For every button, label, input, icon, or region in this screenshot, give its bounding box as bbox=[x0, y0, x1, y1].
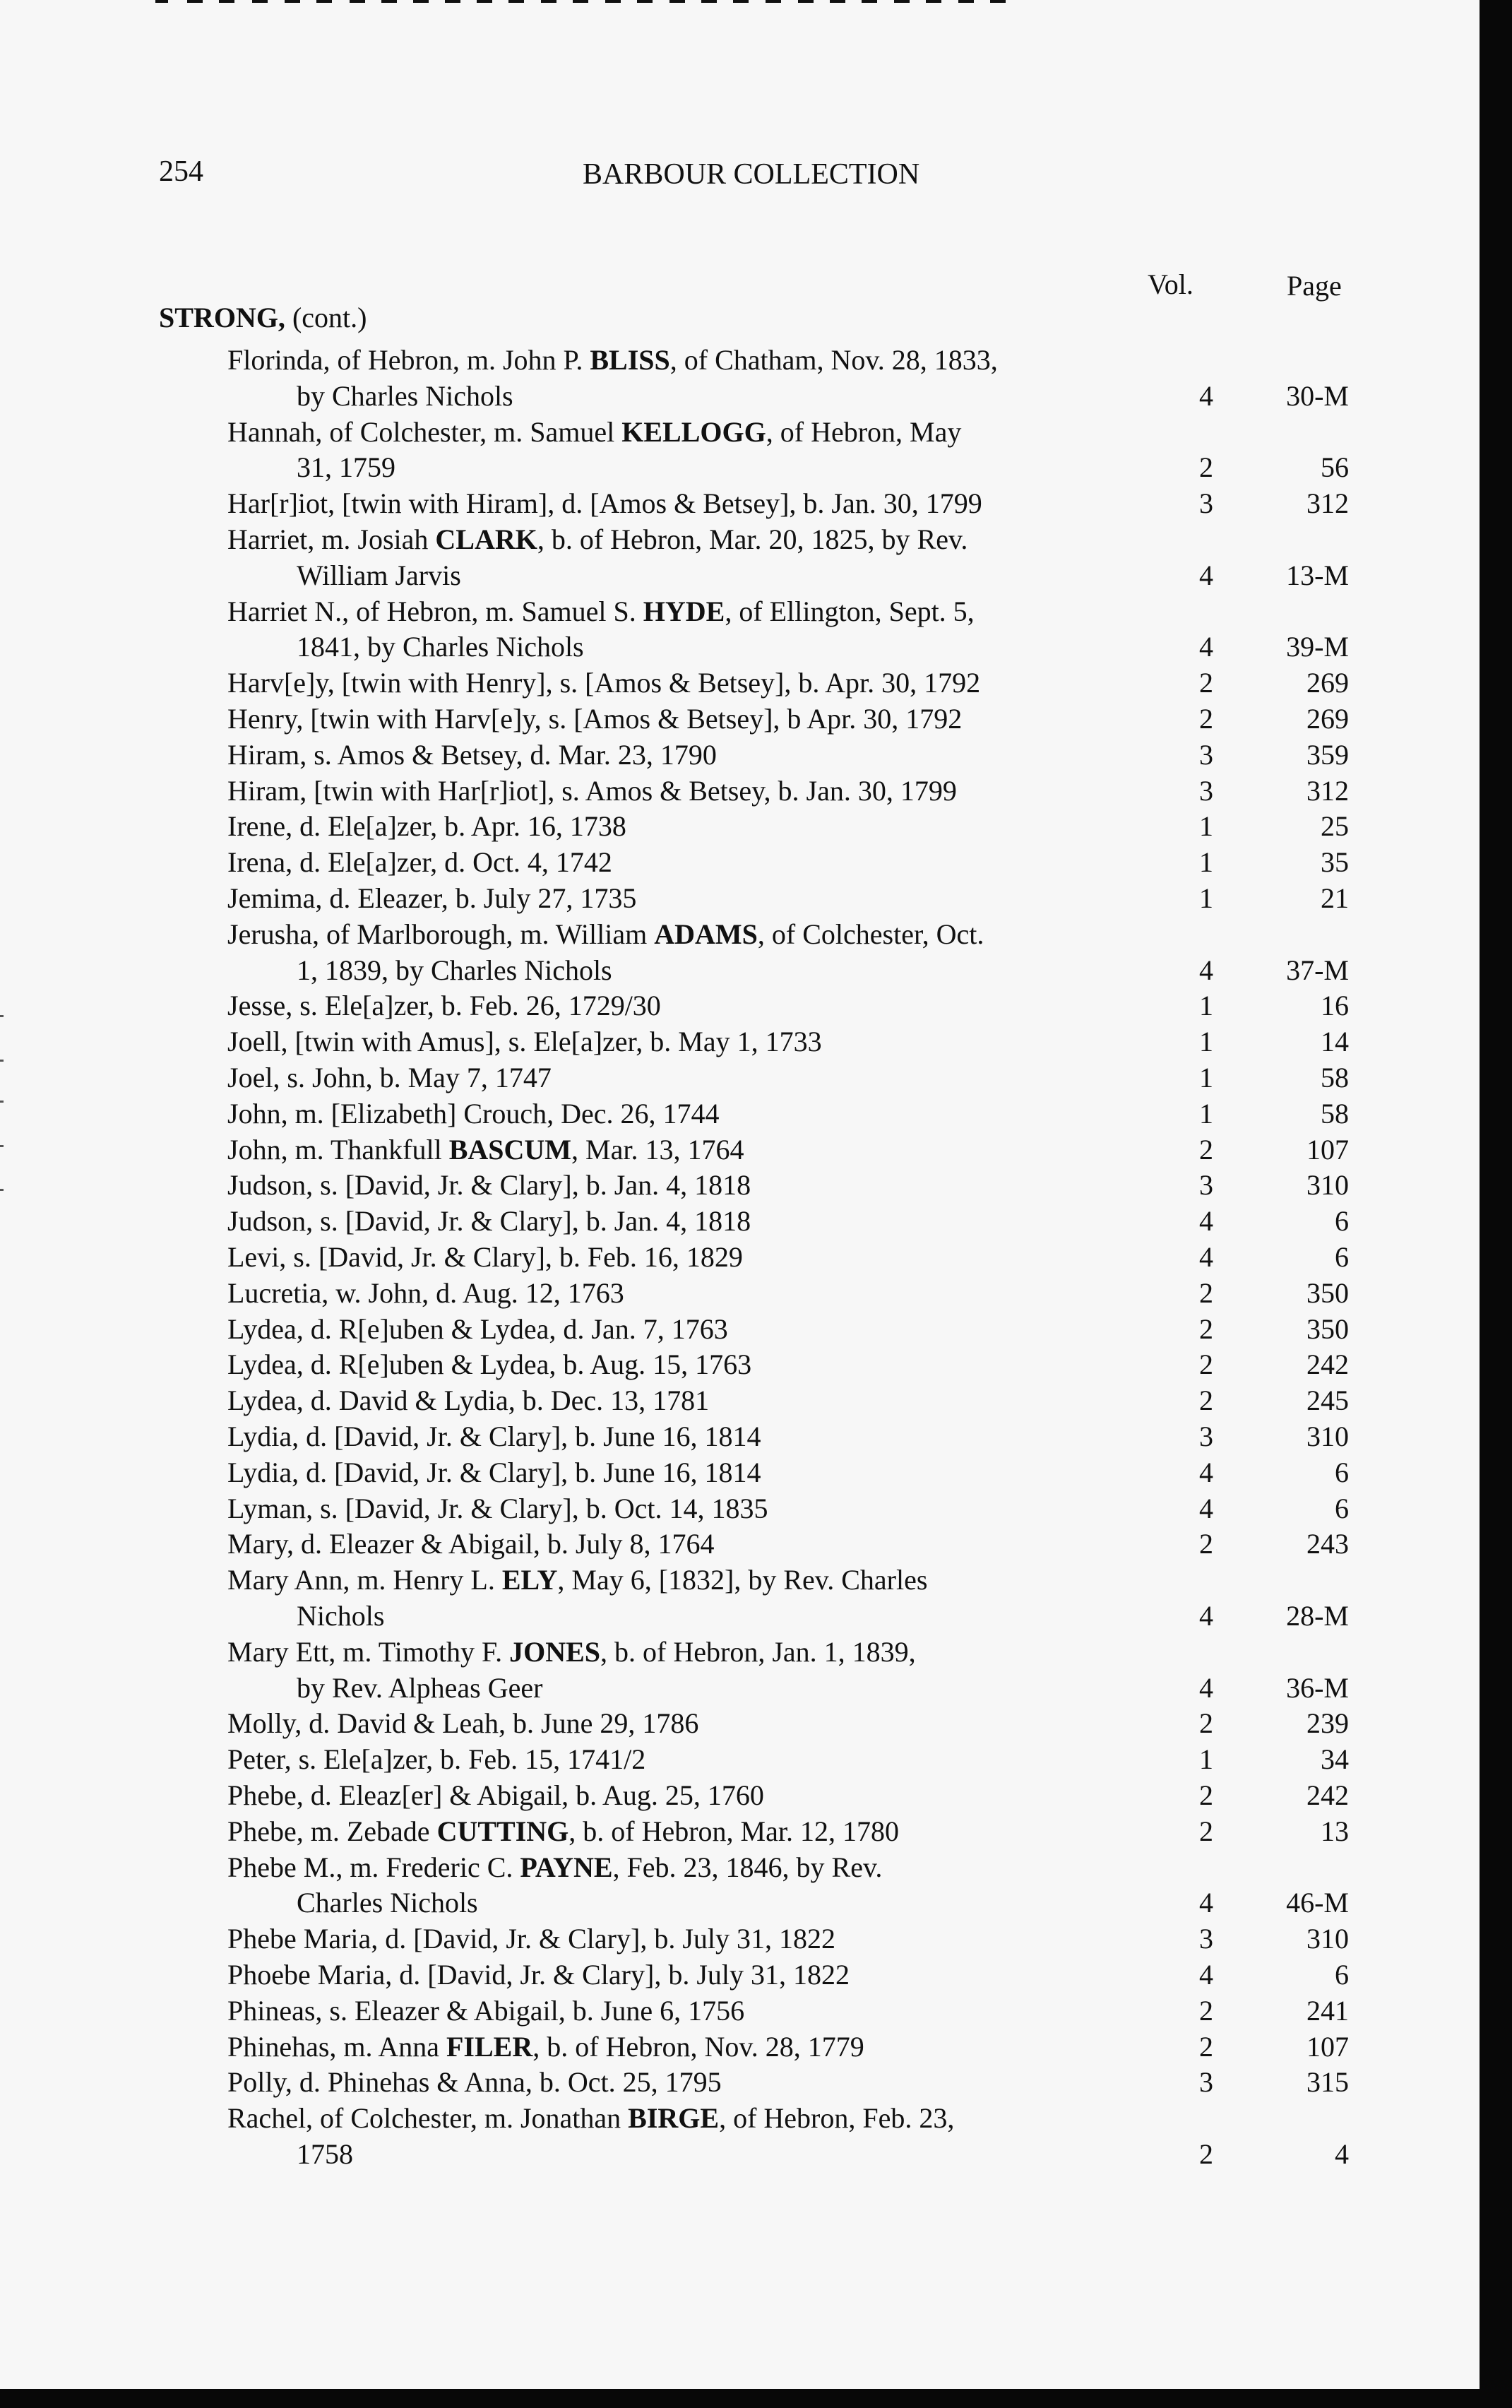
volume-number: 2 bbox=[1199, 2138, 1213, 2170]
page-reference: 6 bbox=[1335, 1492, 1349, 1524]
entry-text-segment: Jesse, s. Ele[a]zer, b. Feb. 26, 1729/30 bbox=[227, 990, 661, 1022]
page-reference: 315 bbox=[1306, 2066, 1349, 2099]
entry-text-segment: Phebe M., m. Frederic C. bbox=[227, 1851, 520, 1883]
entry-text-segment: Jemima, d. Eleazer, b. July 27, 1735 bbox=[227, 882, 637, 914]
volume-number: 4 bbox=[1199, 379, 1213, 412]
entry-text bbox=[227, 415, 961, 450]
volume-number: 3 bbox=[1199, 1169, 1213, 1202]
page-reference: 58 bbox=[1321, 1062, 1349, 1093]
volume-number: 2 bbox=[1199, 667, 1213, 699]
section-note: (cont.) bbox=[285, 302, 367, 333]
entry-line bbox=[0, 988, 1412, 1024]
column-header-page: Page bbox=[1287, 270, 1342, 302]
entry-text bbox=[227, 1060, 552, 1096]
entry-line bbox=[0, 1024, 1412, 1060]
entry-line bbox=[0, 486, 1412, 521]
section-heading bbox=[159, 304, 367, 332]
page-reference: 242 bbox=[1306, 1779, 1349, 1811]
entry-text-segment: Lucretia, w. John, d. Aug. 12, 1763 bbox=[227, 1276, 624, 1309]
entry-text-segment: Phebe, m. Zebade bbox=[227, 1815, 437, 1847]
entry-line bbox=[0, 773, 1412, 809]
entry-text-segment: , b. of Hebron, Nov. 28, 1779 bbox=[532, 2030, 864, 2063]
volume-number: 2 bbox=[1199, 703, 1213, 735]
entry-text bbox=[297, 2137, 353, 2172]
entry-text-segment: Hiram, s. Amos & Betsey, d. Mar. 23, 1790 bbox=[227, 738, 717, 771]
entry-text bbox=[227, 737, 717, 773]
entry-line bbox=[0, 809, 1412, 844]
entry-text-segment: Phineas, s. Eleazer & Abigail, b. June 6, 1756 bbox=[227, 1994, 745, 2027]
entry-text-segment: , of Hebron, May bbox=[766, 415, 962, 448]
page-reference: 46-M bbox=[1286, 1887, 1349, 1919]
spouse-surname: ELY bbox=[501, 1564, 558, 1596]
entry-text bbox=[227, 594, 975, 629]
entry-text-segment: Mary Ett, m. Timothy F. bbox=[227, 1635, 510, 1668]
spouse-surname: BIRGE bbox=[628, 2102, 720, 2135]
page-reference: 107 bbox=[1306, 2030, 1349, 2063]
entry-text-segment: 1758 bbox=[297, 2138, 353, 2170]
entry-text-segment: Charles Nichols bbox=[297, 1887, 478, 1919]
volume-number: 3 bbox=[1199, 1421, 1213, 1452]
entry-line bbox=[0, 917, 1412, 952]
entry-text-segment: Mary, d. Eleazer & Abigail, b. July 8, 1764 bbox=[227, 1528, 715, 1560]
entry-line bbox=[0, 1706, 1412, 1741]
volume-number: 2 bbox=[1199, 1348, 1213, 1381]
page-reference: 310 bbox=[1306, 1169, 1349, 1202]
entry-text bbox=[227, 1240, 743, 1275]
spouse-surname: FILER bbox=[446, 2030, 533, 2063]
spouse-surname: CUTTING bbox=[436, 1815, 569, 1847]
page-reference: 16 bbox=[1321, 990, 1349, 1022]
entry-text bbox=[227, 1276, 624, 1311]
volume-number: 4 bbox=[1199, 1887, 1213, 1919]
volume-number: 4 bbox=[1199, 559, 1213, 591]
entry-line bbox=[0, 1383, 1412, 1418]
entry-line bbox=[0, 1276, 1412, 1311]
entry-text bbox=[227, 845, 612, 880]
entry-text-segment: Lyman, s. [David, Jr. & Clary], b. Oct. 14, 1835 bbox=[227, 1492, 768, 1524]
entry-text-segment: Harriet N., of Hebron, m. Samuel S. bbox=[227, 595, 643, 627]
entry-text-segment: Mary Ann, m. Henry L. bbox=[227, 1564, 502, 1596]
page-reference: 269 bbox=[1306, 703, 1349, 735]
entry-line bbox=[0, 1060, 1412, 1096]
page-reference: 350 bbox=[1306, 1276, 1349, 1309]
entry-text bbox=[227, 809, 626, 844]
entry-text bbox=[227, 1096, 720, 1132]
entry-line bbox=[0, 881, 1412, 916]
volume-number: 4 bbox=[1199, 1241, 1213, 1273]
entry-text bbox=[227, 1491, 768, 1526]
entry-line bbox=[0, 737, 1412, 773]
entry-text bbox=[227, 1526, 715, 1562]
entry-line bbox=[0, 1168, 1412, 1203]
entry-text-segment: by Rev. Alpheas Geer bbox=[297, 1671, 543, 1704]
entry-text-segment: Lydea, d. R[e]uben & Lydea, d. Jan. 7, 1763 bbox=[227, 1312, 728, 1345]
entry-text bbox=[227, 665, 980, 701]
entry-text-segment: William Jarvis bbox=[297, 559, 461, 591]
page-reference: 34 bbox=[1321, 1743, 1349, 1776]
entry-text-segment: , of Hebron, Feb. 23, bbox=[719, 2102, 955, 2135]
entry-text-segment: Lydia, d. [David, Jr. & Clary], b. June 16, 1814 bbox=[227, 1456, 761, 1488]
spouse-surname: HYDE bbox=[643, 595, 725, 627]
volume-number: 3 bbox=[1199, 487, 1213, 520]
entry-text-segment: 1841, by Charles Nichols bbox=[297, 631, 584, 663]
page-reference: 14 bbox=[1321, 1026, 1349, 1058]
page-reference: 6 bbox=[1335, 1241, 1349, 1273]
entry-line bbox=[0, 665, 1412, 701]
volume-number: 1 bbox=[1199, 1097, 1213, 1129]
entry-text bbox=[227, 1455, 761, 1490]
entry-line bbox=[0, 1993, 1412, 2029]
entry-continuation-line bbox=[0, 1671, 1412, 1706]
entry-text-segment: Phebe Maria, d. [David, Jr. & Clary], b. July 31, 1822 bbox=[227, 1923, 835, 1955]
volume-number: 2 bbox=[1199, 2030, 1213, 2063]
entry-line bbox=[0, 845, 1412, 880]
volume-number: 2 bbox=[1199, 1994, 1213, 2027]
entry-text bbox=[227, 881, 636, 916]
spouse-surname: PAYNE bbox=[520, 1851, 613, 1883]
spouse-surname: CLARK bbox=[435, 523, 537, 555]
entry-line bbox=[0, 1491, 1412, 1526]
volume-number: 3 bbox=[1199, 774, 1213, 807]
entry-line bbox=[0, 1921, 1412, 1957]
page-reference: 107 bbox=[1306, 1133, 1349, 1166]
volume-number: 4 bbox=[1199, 1205, 1213, 1238]
entry-text bbox=[227, 1562, 927, 1598]
entry-text bbox=[227, 1383, 709, 1418]
entry-text bbox=[227, 917, 984, 952]
entry-text bbox=[227, 2065, 722, 2100]
running-head: BARBOUR COLLECTION bbox=[583, 158, 920, 191]
entry-text-segment: by Charles Nichols bbox=[297, 379, 513, 412]
page-reference: 269 bbox=[1306, 667, 1349, 699]
entry-text bbox=[227, 1419, 761, 1454]
entry-text-segment: Joel, s. John, b. May 7, 1747 bbox=[227, 1062, 552, 1093]
entry-line bbox=[0, 1132, 1412, 1168]
entry-text-segment: Lydea, d. David & Lydia, b. Dec. 13, 1781 bbox=[227, 1384, 710, 1417]
entry-text-segment: Phoebe Maria, d. [David, Jr. & Clary], b. July 31, 1822 bbox=[227, 1959, 850, 1991]
page-reference: 4 bbox=[1335, 2138, 1349, 2170]
page-reference: 13 bbox=[1321, 1815, 1349, 1847]
entry-text-segment: Phinehas, m. Anna bbox=[227, 2030, 446, 2063]
entry-text bbox=[227, 701, 962, 737]
entry-text-segment: 31, 1759 bbox=[297, 451, 395, 484]
entry-line bbox=[0, 701, 1412, 737]
entry-text-segment: Florinda, of Hebron, m. John P. bbox=[227, 344, 590, 376]
entry-text bbox=[227, 988, 661, 1024]
entry-continuation-line bbox=[0, 2137, 1412, 2172]
entry-text-segment: Lydia, d. [David, Jr. & Clary], b. June 16, 1814 bbox=[227, 1421, 761, 1452]
entry-text bbox=[227, 1814, 899, 1849]
volume-number: 2 bbox=[1199, 451, 1213, 484]
entry-continuation-line bbox=[0, 953, 1412, 988]
entry-line bbox=[0, 415, 1412, 450]
volume-number: 4 bbox=[1199, 631, 1213, 663]
entry-continuation-line bbox=[0, 1885, 1412, 1921]
entry-text bbox=[227, 1778, 764, 1813]
entry-text bbox=[227, 1921, 835, 1957]
scan-border-right bbox=[1480, 0, 1512, 2408]
entry-text-segment: Rachel, of Colchester, m. Jonathan bbox=[227, 2102, 629, 2135]
page-reference: 21 bbox=[1321, 882, 1349, 914]
entry-text bbox=[227, 1635, 916, 1670]
volume-number: 4 bbox=[1199, 1456, 1213, 1488]
page-reference: 6 bbox=[1335, 1959, 1349, 1991]
entry-text bbox=[297, 1885, 478, 1921]
page-reference: 25 bbox=[1321, 810, 1349, 843]
entry-text-segment: , b. of Hebron, Mar. 12, 1780 bbox=[569, 1815, 899, 1847]
entry-text-segment: Har[r]iot, [twin with Hiram], d. [Amos & Betsey], b. Jan. 30, 1799 bbox=[227, 487, 982, 520]
entry-text-segment: Hiram, [twin with Har[r]iot], s. Amos & Betsey, b. Jan. 30, 1799 bbox=[227, 774, 957, 807]
entry-line bbox=[0, 2029, 1412, 2065]
page-reference: 30-M bbox=[1286, 379, 1349, 412]
page-reference: 239 bbox=[1306, 1707, 1349, 1740]
spouse-surname: KELLOGG bbox=[621, 415, 766, 448]
page-reference: 312 bbox=[1306, 487, 1349, 520]
entry-text bbox=[297, 629, 584, 665]
entry-text bbox=[297, 558, 461, 593]
page-reference: 243 bbox=[1306, 1528, 1349, 1560]
page-reference: 310 bbox=[1306, 1421, 1349, 1452]
volume-number: 3 bbox=[1199, 1923, 1213, 1955]
entry-text-segment: Judson, s. [David, Jr. & Clary], b. Jan. 4, 1818 bbox=[227, 1169, 751, 1202]
volume-number: 2 bbox=[1199, 1312, 1213, 1345]
entry-line bbox=[0, 2101, 1412, 2136]
volume-number: 1 bbox=[1199, 1062, 1213, 1093]
entry-line bbox=[0, 1347, 1412, 1382]
volume-number: 2 bbox=[1199, 1133, 1213, 1166]
volume-number: 1 bbox=[1199, 1743, 1213, 1776]
entry-text-segment: Jerusha, of Marlborough, m. William bbox=[227, 918, 655, 950]
volume-number: 2 bbox=[1199, 1384, 1213, 1417]
entry-text bbox=[227, 1168, 751, 1203]
page-reference: 6 bbox=[1335, 1456, 1349, 1488]
scan-border-bottom bbox=[0, 2389, 1512, 2408]
surname: STRONG, bbox=[159, 302, 285, 333]
entry-text-segment: , May 6, [1832], by Rev. Charles bbox=[557, 1564, 928, 1596]
page-reference: 359 bbox=[1306, 738, 1349, 771]
page-reference: 6 bbox=[1335, 1205, 1349, 1238]
entry-text bbox=[297, 953, 612, 988]
entry-text bbox=[227, 1993, 744, 2029]
volume-number: 2 bbox=[1199, 1779, 1213, 1811]
volume-number: 3 bbox=[1199, 2066, 1213, 2099]
entry-text bbox=[227, 1706, 698, 1741]
page-reference: 37-M bbox=[1286, 954, 1349, 986]
volume-number: 3 bbox=[1199, 738, 1213, 771]
entry-text bbox=[227, 773, 957, 809]
entry-text bbox=[227, 1957, 850, 1993]
page-reference: 242 bbox=[1306, 1348, 1349, 1381]
entry-text bbox=[227, 343, 998, 378]
entry-text-segment: Harriet, m. Josiah bbox=[227, 523, 436, 555]
entry-text bbox=[297, 1671, 542, 1706]
scan-artifact-top-edge bbox=[155, 0, 1130, 3]
entry-text bbox=[297, 379, 513, 414]
page-reference: 28-M bbox=[1286, 1600, 1349, 1632]
entry-text bbox=[227, 1312, 728, 1347]
entry-text-segment: 1, 1839, by Charles Nichols bbox=[297, 954, 612, 986]
entry-text-segment: , of Chatham, Nov. 28, 1833, bbox=[669, 344, 998, 376]
volume-number: 1 bbox=[1199, 990, 1213, 1022]
volume-number: 2 bbox=[1199, 1276, 1213, 1309]
entry-text bbox=[227, 486, 982, 521]
entry-line bbox=[0, 594, 1412, 629]
entry-text-segment: Henry, [twin with Harv[e]y, s. [Amos & Betsey], b Apr. 30, 1792 bbox=[227, 703, 963, 735]
entry-text-segment: Irena, d. Ele[a]zer, d. Oct. 4, 1742 bbox=[227, 846, 612, 879]
volume-number: 1 bbox=[1199, 846, 1213, 879]
entry-continuation-line bbox=[0, 558, 1412, 593]
entry-text-segment: Phebe, d. Eleaz[er] & Abigail, b. Aug. 25, 1760 bbox=[227, 1779, 764, 1811]
entry-text bbox=[297, 1599, 384, 1634]
entry-line bbox=[0, 1635, 1412, 1670]
entry-text-segment: John, m. Thankfull bbox=[227, 1133, 449, 1166]
entry-text bbox=[227, 1132, 744, 1168]
entry-text bbox=[227, 2029, 864, 2065]
entry-line bbox=[0, 1312, 1412, 1347]
entry-text-segment: , Feb. 23, 1846, by Rev. bbox=[612, 1851, 883, 1883]
entry-line bbox=[0, 1778, 1412, 1813]
entry-continuation-line bbox=[0, 450, 1412, 485]
page-reference: 36-M bbox=[1286, 1671, 1349, 1704]
spouse-surname: ADAMS bbox=[654, 918, 758, 950]
entry-text bbox=[227, 1024, 822, 1060]
page-reference: 35 bbox=[1321, 846, 1349, 879]
entry-text bbox=[227, 1850, 882, 1885]
entry-line bbox=[0, 1814, 1412, 1849]
entry-line bbox=[0, 1850, 1412, 1885]
page-number: 254 bbox=[159, 155, 203, 188]
column-header-vol: Vol. bbox=[1148, 268, 1193, 300]
volume-number: 1 bbox=[1199, 882, 1213, 914]
entry-line bbox=[0, 1204, 1412, 1239]
entry-line bbox=[0, 522, 1412, 557]
volume-number: 4 bbox=[1199, 1492, 1213, 1524]
entry-text-segment: , Mar. 13, 1764 bbox=[571, 1133, 744, 1166]
page-reference: 312 bbox=[1306, 774, 1349, 807]
volume-number: 4 bbox=[1199, 1959, 1213, 1991]
page-reference: 58 bbox=[1321, 1097, 1349, 1129]
entry-text-segment: Harv[e]y, [twin with Henry], s. [Amos & Betsey], b. Apr. 30, 1792 bbox=[227, 667, 981, 699]
volume-number: 2 bbox=[1199, 1707, 1213, 1740]
entry-line bbox=[0, 1562, 1412, 1598]
spouse-surname: BASCUM bbox=[448, 1133, 572, 1166]
volume-number: 2 bbox=[1199, 1815, 1213, 1847]
volume-number: 1 bbox=[1199, 1026, 1213, 1058]
entry-text-segment: Polly, d. Phinehas & Anna, b. Oct. 25, 1795 bbox=[227, 2066, 722, 2099]
entry-text bbox=[227, 1204, 751, 1239]
spouse-surname: JONES bbox=[509, 1635, 601, 1668]
page-reference: 56 bbox=[1321, 451, 1349, 484]
entry-text-segment: Irene, d. Ele[a]zer, b. Apr. 16, 1738 bbox=[227, 810, 626, 843]
entry-text bbox=[227, 2101, 954, 2136]
page-reference: 241 bbox=[1306, 1994, 1349, 2027]
page-reference: 245 bbox=[1306, 1384, 1349, 1417]
entry-text-segment: , b. of Hebron, Mar. 20, 1825, by Rev. bbox=[537, 523, 968, 555]
entry-text-segment: , b. of Hebron, Jan. 1, 1839, bbox=[600, 1635, 916, 1668]
entry-line bbox=[0, 1240, 1412, 1275]
entry-text bbox=[297, 450, 395, 485]
entry-text-segment: Joell, [twin with Amus], s. Ele[a]zer, b. May 1, 1733 bbox=[227, 1026, 822, 1058]
entry-text-segment: John, m. [Elizabeth] Crouch, Dec. 26, 1744 bbox=[227, 1097, 720, 1129]
spouse-surname: BLISS bbox=[590, 344, 670, 376]
entry-line bbox=[0, 1526, 1412, 1562]
page-reference: 350 bbox=[1306, 1312, 1349, 1345]
entry-line bbox=[0, 2065, 1412, 2100]
entry-line bbox=[0, 1419, 1412, 1454]
entry-text-segment: , of Ellington, Sept. 5, bbox=[725, 595, 975, 627]
entry-text-segment: Molly, d. David & Leah, b. June 29, 1786 bbox=[227, 1707, 699, 1740]
entry-line bbox=[0, 1957, 1412, 1993]
entry-continuation-line bbox=[0, 379, 1412, 414]
volume-number: 4 bbox=[1199, 954, 1213, 986]
entry-continuation-line bbox=[0, 1599, 1412, 1634]
entry-text-segment: , of Colchester, Oct. bbox=[757, 918, 984, 950]
entry-continuation-line bbox=[0, 629, 1412, 665]
page-reference: 39-M bbox=[1286, 631, 1349, 663]
entry-text-segment: Hannah, of Colchester, m. Samuel bbox=[227, 415, 622, 448]
entry-text-segment: Judson, s. [David, Jr. & Clary], b. Jan. 4, 1818 bbox=[227, 1205, 751, 1238]
entry-text-segment: Nichols bbox=[297, 1600, 385, 1632]
entry-text bbox=[227, 1742, 645, 1777]
entry-text-segment: Peter, s. Ele[a]zer, b. Feb. 15, 1741/2 bbox=[227, 1743, 646, 1776]
entry-text-segment: Levi, s. [David, Jr. & Clary], b. Feb. 16, 1829 bbox=[227, 1241, 743, 1273]
page-reference: 13-M bbox=[1286, 559, 1349, 591]
entry-line bbox=[0, 1742, 1412, 1777]
volume-number: 1 bbox=[1199, 810, 1213, 843]
volume-number: 2 bbox=[1199, 1528, 1213, 1560]
entry-text bbox=[227, 1347, 751, 1382]
volume-number: 4 bbox=[1199, 1671, 1213, 1704]
entry-line bbox=[0, 343, 1412, 378]
entry-line bbox=[0, 1096, 1412, 1132]
entry-text-segment: Lydea, d. R[e]uben & Lydea, b. Aug. 15, 1763 bbox=[227, 1348, 752, 1381]
page-reference: 310 bbox=[1306, 1923, 1349, 1955]
volume-number: 4 bbox=[1199, 1600, 1213, 1632]
entry-line bbox=[0, 1455, 1412, 1490]
entry-text bbox=[227, 522, 968, 557]
